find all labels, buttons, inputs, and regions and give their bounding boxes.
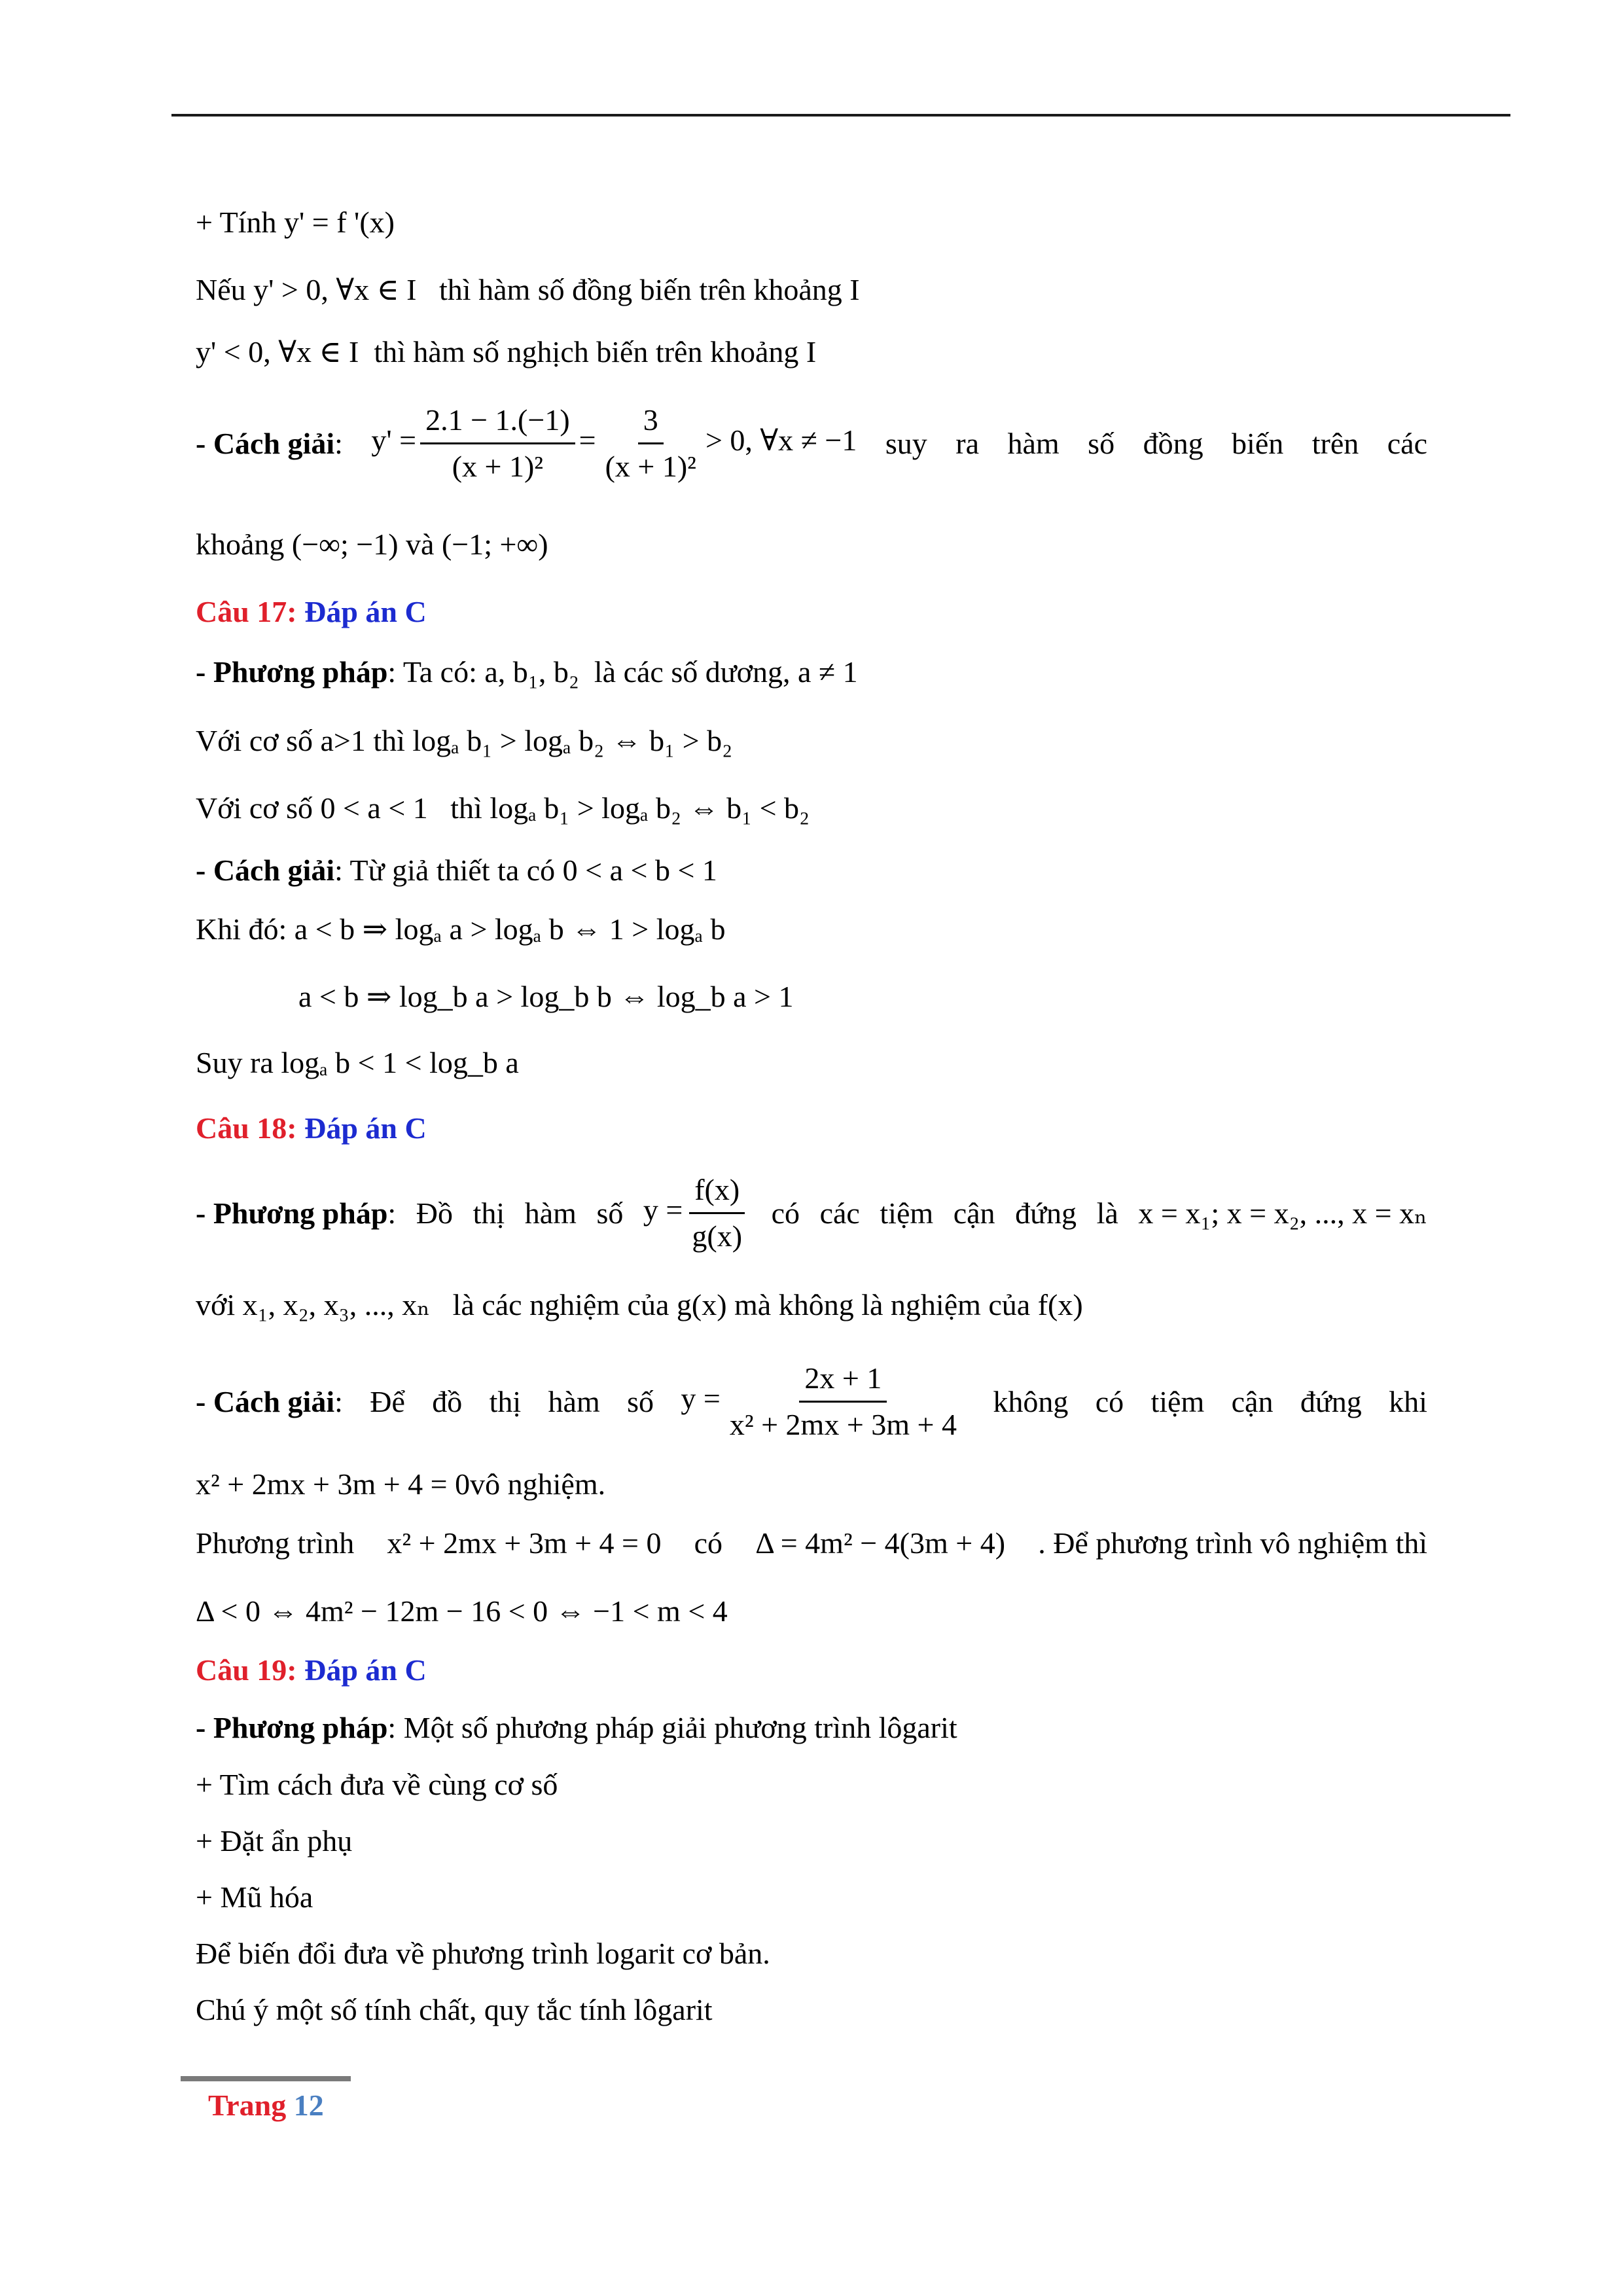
line-q19-note: Để biến đổi đưa về phương trình logarit cơ bản. (196, 1937, 770, 1970)
line-q19-item-2: + Đặt ẩn phụ (196, 1824, 353, 1857)
line-increasing-condition: Nếu y' > 0, ∀x ∈ I thì hàm số đồng biến trên khoảng I (196, 273, 860, 306)
line-q17-solution: - Cách giải: Từ giả thiết ta có 0 < a < b < 1 (196, 853, 717, 887)
fraction-1: $\frac{2.1 - 1.(-1)}{\text{(x + 1)²}}$ (420, 402, 575, 485)
line-q19-method: - Phương pháp: Một số phương pháp giải phương trình lôgarit (196, 1711, 957, 1744)
page-number: Trang 12 (208, 2089, 324, 2122)
line-q18-solution: - Cách giải: Để đồ thị hàm số y = $\frac{2x + 1}{\text{x² + 2mx + 3m + 4}}$ không có tiệm cận đứng khi (196, 1360, 1427, 1443)
line-compute-derivative: + Tính y' = f '(x) (196, 206, 395, 239)
question-18-heading: Câu 18: Đáp án C (196, 1111, 427, 1145)
line-q19-remark: Chú ý một số tính chất, quy tắc tính lôgarit (196, 1993, 713, 2026)
line-q19-item-1: + Tìm cách đưa về cùng cơ số (196, 1768, 558, 1801)
line-decreasing-condition: y' < 0, ∀x ∈ I thì hàm số nghịch biến trên khoảng I (196, 335, 817, 368)
line-q19-item-3: + Mũ hóa (196, 1880, 313, 1914)
line-q18-no-root: x² + 2mx + 3m + 4 = 0vô nghiệm. (196, 1467, 606, 1501)
line-q18-method: - Phương pháp: Đồ thị hàm số y = $\frac{f(x)}{g(x)}$ có các tiệm cận đứng là x = x₁; x = x₂, ..., x = xₙ (196, 1172, 1427, 1255)
line-intervals: khoảng (−∞; −1) và (−1; +∞) (196, 528, 548, 561)
line-q17-conclusion: Suy ra logₐ b < 1 < log_b a (196, 1046, 519, 1079)
fraction-rational: $\frac{2x + 1}{\text{x² + 2mx + 3m + 4}}$ (729, 1361, 957, 1441)
header-rule (171, 114, 1510, 117)
line-solution-derivative: - Cách giải: y' = $\frac{2.1 - 1.(-1)}{\text{(x + 1)²}}$ = $\frac{3}{\text{(x + 1)²}}$ > 0, ∀x ≠ −1 suy ra hàm số đồng biến trên các (196, 402, 1427, 485)
question-19-heading: Câu 19: Đáp án C (196, 1653, 427, 1687)
fraction-fx-gx: $\frac{f(x)}{g(x)}$ (687, 1172, 747, 1255)
line-q18-roots: với x₁, x₂, x₃, ..., xₙ là các nghiệm của g(x) mà không là nghiệm của f(x) (196, 1288, 1083, 1321)
line-q17-then: Khi đó: a < b ⇒ logₐ a > logₐ b ⇔ 1 > logₐ b (196, 912, 726, 946)
footer-bar (181, 2076, 351, 2081)
line-q17-base-greater: Với cơ số a>1 thì logₐ b₁ > logₐ b₂ ⇔ b₁ > b₂ (196, 724, 733, 757)
question-17-heading: Câu 17: Đáp án C (196, 595, 427, 628)
line-q17-step: a < b ⇒ log_b a > log_b b ⇔ log_b a > 1 (298, 980, 794, 1013)
line-q17-method: - Phương pháp: Ta có: a, b₁, b₂ là các số dương, a ≠ 1 (196, 655, 858, 689)
line-q18-discriminant: Phương trình x² + 2mx + 3m + 4 = 0 có Δ = 4m² − 4(3m + 4) . Để phương trình vô nghiệm thì (196, 1526, 1427, 1560)
line-q17-base-less: Với cơ số 0 < a < 1 thì logₐ b₁ > logₐ b₂ ⇔ b₁ < b₂ (196, 791, 810, 825)
line-q18-result: Δ < 0 ⇔ 4m² − 12m − 16 < 0 ⇔ −1 < m < 4 (196, 1594, 728, 1628)
derivative-expression: y' = $\frac{2.1 - 1.(-1)}{\text{(x + 1)²}}$ = $\frac{3}{\text{(x + 1)²}}$ > 0, ∀x ≠ −1 (371, 402, 857, 485)
fraction-2: $\frac{3}{\text{(x + 1)²}}$ (605, 403, 696, 483)
